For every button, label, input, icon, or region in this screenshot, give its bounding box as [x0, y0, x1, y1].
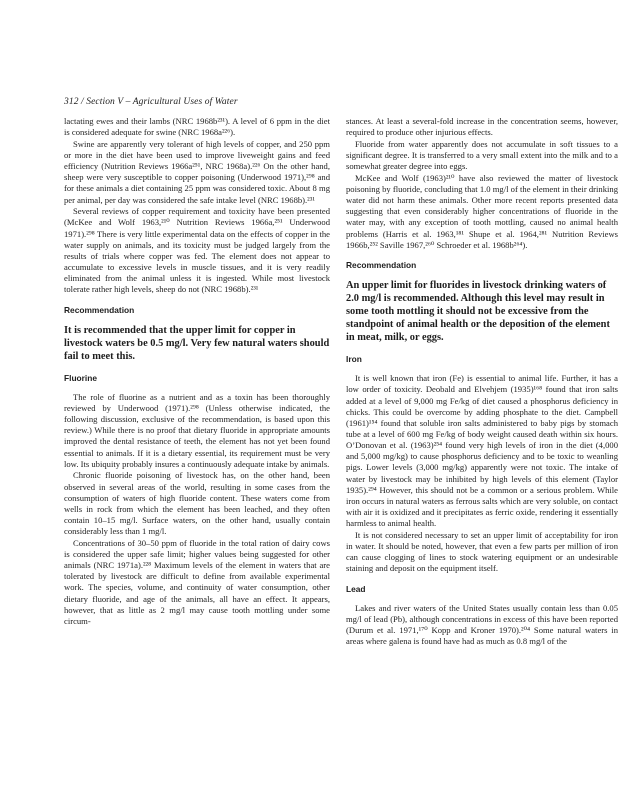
right-paragraph-2: Fluoride from water apparently does not accumulate in soft tissues to a significant degree. It is transferred to a very small extent into the milk and to a somewhat greater degree into eggs.: [346, 138, 618, 172]
lead-heading: Lead: [346, 583, 366, 594]
copper-recommendation-text: It is recommended that the upper limit for copper in livestock waters be 0.5 mg/l. Very few natural waters should fail to meet this.: [64, 324, 330, 362]
left-paragraph-2: Swine are apparently very tolerant of high levels of copper, and 250 ppm or more in the diet have been used to improve liveweight gains and feed efficiency (Nutrition Reviews 1966a²⁵¹, NRC 1968a).²²⁶ On the other hand, sheep were very susceptible to copper poisoning (Underwood 1971),²⁹⁸ and for these animals a diet containing 25 ppm was considered toxic. About 8 mg per animal, per day was considered the safe intake level (NRC 1968b).²³¹: [64, 138, 330, 205]
fluoride-recommendation-heading: Recommendation: [346, 259, 417, 270]
copper-recommendation-heading: Recommendation: [64, 304, 135, 315]
left-paragraph-1: lactating ewes and their lambs (NRC 1968b²³¹). A level of 6 ppm in the diet is considered adequate for swine (NRC 1968a²²⁶).: [64, 116, 330, 138]
right-column: [346, 116, 618, 648]
fluorine-heading: Fluorine: [64, 372, 98, 383]
running-head: 312 / Section V – Agricultural Uses of Water: [64, 97, 238, 107]
fluorine-paragraph-2: Chronic fluoride poisoning of livestock has, on the other hand, been observed in several areas of the world, resulting in some cases from the consumption of waters of high fluoride content. These waters come from wells in rock from which the element has been leached, and they often contain 10–15 mg/l. Surface waters, on the other hand, usually contain considerably less than 1 mg/l.: [64, 470, 330, 537]
right-paragraph-3: McKee and Wolf (1963)²¹⁰ have also reviewed the matter of livestock poisoning by fluoride, concluding that 1.0 mg/l of the element in their drinking water did not harm these animals. Other more recent reports presented data suggesting that even considerably higher concentrations of fluoride in the water may, with any exception of tooth mottling, caused no animal health problems (Harris et al. 1963,¹⁸¹ Shupe et al. 1964,²⁸¹ Nutrition Reviews 1966b,²⁵² Saville 1967,²⁶⁰ Schroeder et al. 1968b²⁶⁴).: [346, 172, 618, 250]
iron-paragraph-1: It is well known that iron (Fe) is essential to animal life. Further, it has a low order of toxicity. Deobald and Elvehjem (1935)¹⁶⁸ found that iron salts added at a level of 9,000 mg Fe/kg of diet caused a phosphorus deficiency in chicks. This could be overcome by adding phosphate to the diet. Campbell (1961)¹⁵⁴ found that soluble iron salts administered to baby pigs by stomach tube at a level of 600 mg Fe/kg of body weight caused death within six hours. O’Donovan et al. (1963)²⁵⁴ found very high levels of iron in the diet (4,000 and 5,000 mg/kg) to cause phosphorus deficiency and to be toxic to weanling pigs. Lower levels (3,000 mg/kg) apparently were not toxic. The intake of water by livestock may be inhibited by high levels of this element (Taylor 1935).²⁹⁴ However, this should not be a common or a serious problem. While iron occurs in natural waters as ferrous salts which are very soluble, on contact with air it is oxidized and it precipitates as ferric oxide, rendering it essentially harmless to animal health.: [346, 373, 618, 529]
fluorine-paragraph-1: The role of fluorine as a nutrient and as a toxin has been thoroughly reviewed by Underwood (1971).²⁹⁸ (Unless otherwise indicated, the following discussion, exclusive of the recommendation, is based upon this review.) While there is no proof that dietary fluoride in appropriate amounts improved the dental resistance of teeth, the element has not yet been found essential to animals. If it is a dietary essential, its requirement must be very low. Its ubiquity probably insures a continuously adequate intake by animals.: [64, 391, 330, 469]
iron-heading: Iron: [346, 354, 362, 365]
left-paragraph-3: Several reviews of copper requirement and toxicity have been presented (McKee and Wolf 1963,²¹⁰ Nutrition Reviews 1966a,²⁵¹ Underwood 1971).²⁹⁸ There is very little experimental data on the effects of copper in the water supply on animals, and its toxicity must be judged largely from the results of trials where copper was fed. The element does not appear to accumulate to excessive levels in muscle tissues, and it is very readily eliminated from the animal unless it is ingested. While most livestock tolerate rather high levels, sheep do not (NRC 1968b).²³¹: [64, 206, 330, 295]
lead-paragraph-1: Lakes and river waters of the United States usually contain less than 0.05 mg/l of lead (Pb), although concentrations in excess of this have been reported (Durum et al. 1971,¹⁷⁰ Kopp and Kroner 1970).²⁰⁴ Some natural waters in areas where galena is found have had as much as 0.8 mg/l of the: [346, 602, 618, 647]
fluoride-recommendation-text: An upper limit for fluorides in livestock drinking waters of 2.0 mg/l is recommended. Although this level may result in some tooth mottling it should not be excessive from the standpoint of animal health or the deposition of the element in meat, milk, or eggs.: [346, 280, 610, 344]
left-column: [64, 116, 330, 628]
right-paragraph-1: stances. At least a several-fold increase in the concentration seems, however, required to produce other injurious effects.: [346, 116, 618, 138]
iron-paragraph-2: It is not considered necessary to set an upper limit of acceptability for iron in water. It should be noted, however, that even a few parts per million of iron can cause clogging of lines to stock watering equipment or an undesirable staining and deposit on the equipment itself.: [346, 529, 618, 574]
fluorine-paragraph-3: Concentrations of 30–50 ppm of fluoride in the total ration of dairy cows is considered the upper safe limit; higher values being suggested for other animals (NRC 1971a).²²⁸ Maximum levels of the element in waters that are tolerated by livestock are difficult to define from available experimental work. The species, volume, and continuity of water consumption, other dietary fluoride, and age of the animals, all have an effect. It appears, however, that as little as 2 mg/l may cause tooth mottling under some circum-: [64, 537, 330, 626]
